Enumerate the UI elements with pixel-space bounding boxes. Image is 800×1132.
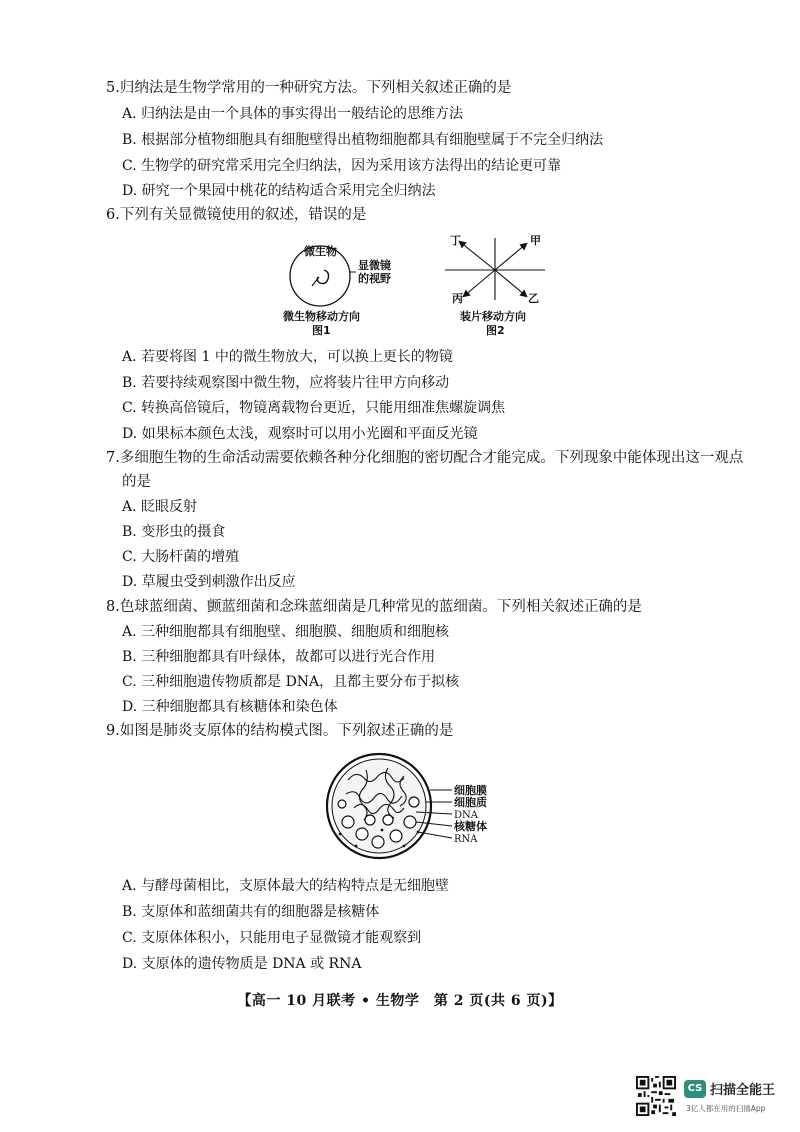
question-9-option-b: B. 支原体和蓝细菌共有的细胞器是核糖体 <box>122 904 380 920</box>
label-rna: RNA <box>454 834 478 845</box>
fig2-label-yi: 乙 <box>528 292 539 305</box>
page-footer: 【高一 10 月联考 • 生物学 第 2 页(共 6 页)】 <box>237 993 563 1009</box>
label-cell-membrane: 细胞膜 <box>454 784 487 797</box>
question-7-stem-continued: 的是 <box>122 474 151 490</box>
arrow-ding-icon <box>460 242 495 270</box>
microorganism-icon <box>312 270 329 286</box>
question-7-option-c: C. 大肠杆菌的增殖 <box>122 549 240 565</box>
camscanner-tagline: 3亿人都在用的扫描App <box>686 1104 766 1113</box>
figure-1-microscope-field <box>270 232 410 342</box>
fig1-direction-label: 微生物移动方向 <box>283 310 360 323</box>
fig1-field-label-line2: 的视野 <box>358 272 391 285</box>
scanner-watermark <box>636 1076 796 1122</box>
arrow-bing-icon <box>464 270 495 296</box>
fig2-direction-label: 装片移动方向 <box>460 310 526 323</box>
fig1-caption: 图1 <box>312 324 331 337</box>
camscanner-name: 扫描全能王 <box>710 1083 776 1098</box>
question-7-option-a: A. 眨眼反射 <box>122 499 198 515</box>
question-9-stem: 9.如图是肺炎支原体的结构模式图。下列叙述正确的是 <box>106 723 454 739</box>
question-5-option-b: B. 根据部分植物细胞具有细胞壁得出植物细胞都具有细胞壁属于不完全归纳法 <box>122 132 604 148</box>
fig2-label-ding: 丁 <box>450 234 461 247</box>
qr-code-icon <box>636 1076 676 1116</box>
question-9-option-a: A. 与酵母菌相比，支原体最大的结构特点是无细胞壁 <box>122 878 450 894</box>
question-5-stem: 5.归纳法是生物学常用的一种研究方法。下列相关叙述正确的是 <box>106 80 512 96</box>
fig1-field-label-line1: 显微镜 <box>358 259 391 272</box>
question-7-stem: 7.多细胞生物的生命活动需要依赖各种分化细胞的密切配合才能完成。下列现象中能体现出这一观点 <box>106 450 744 466</box>
camscanner-logo-icon: CS <box>684 1080 706 1098</box>
arrow-jia-icon <box>495 244 526 270</box>
question-7-option-b: B. 变形虫的摄食 <box>122 524 226 540</box>
arrow-yi-icon <box>495 270 526 296</box>
question-6-option-c: C. 转换高倍镜后，物镜离载物台更近，只能用细准焦螺旋调焦 <box>122 400 506 416</box>
question-7-option-d: D. 草履虫受到刺激作出反应 <box>122 574 296 590</box>
label-cytoplasm: 细胞质 <box>454 796 487 809</box>
question-6-option-a: A. 若要将图 1 中的微生物放大，可以换上更长的物镜 <box>122 349 453 365</box>
question-8-option-d: D. 三种细胞都具有核糖体和染色体 <box>122 699 338 715</box>
figure-mycoplasma-structure <box>326 750 506 862</box>
question-6-option-b: B. 若要持续观察图中微生物，应将装片往甲方向移动 <box>122 375 450 391</box>
question-6-option-d: D. 如果标本颜色太浅，观察时可以用小光圈和平面反光镜 <box>122 426 478 442</box>
question-8-option-b: B. 三种细胞都具有叶绿体，故都可以进行光合作用 <box>122 649 436 665</box>
question-5-option-a: A. 归纳法是由一个具体的事实得出一般结论的思维方法 <box>122 106 464 122</box>
label-dna: DNA <box>454 810 478 821</box>
fig1-organism-label: 微生物 <box>304 245 337 258</box>
fig2-caption: 图2 <box>486 324 505 337</box>
label-ribosome: 核糖体 <box>454 820 487 833</box>
question-5-option-d: D. 研究一个果园中桃花的结构适合采用完全归纳法 <box>122 183 436 199</box>
question-9-option-d: D. 支原体的遗传物质是 DNA 或 RNA <box>122 956 362 972</box>
question-8-option-a: A. 三种细胞都具有细胞壁、细胞膜、细胞质和细胞核 <box>122 624 450 640</box>
question-8-stem: 8.色球蓝细菌、颤蓝细菌和念珠蓝细菌是几种常见的蓝细菌。下列相关叙述正确的是 <box>106 599 642 615</box>
question-8-option-c: C. 三种细胞遗传物质都是 DNA，且都主要分布于拟核 <box>122 674 460 690</box>
question-6-stem: 6.下列有关显微镜使用的叙述，错误的是 <box>106 207 367 223</box>
question-5-option-c: C. 生物学的研究常采用完全归纳法，因为采用该方法得出的结论更可靠 <box>122 158 562 174</box>
fig2-label-bing: 丙 <box>452 292 463 305</box>
fig2-label-jia: 甲 <box>530 234 541 247</box>
question-9-option-c: C. 支原体体积小，只能用电子显微镜才能观察到 <box>122 930 422 946</box>
figure-2-slide-direction <box>430 232 560 342</box>
